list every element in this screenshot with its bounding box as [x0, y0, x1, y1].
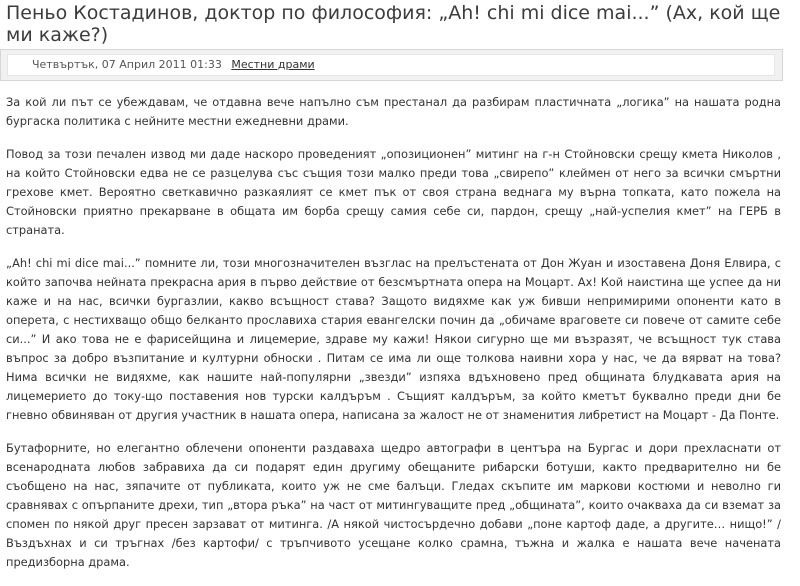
- article-meta: [7, 54, 775, 76]
- paragraph: За кой ли път се убеждавам, че отдавна вече напълно съм престанал да разбирам пластичната „логика” на нашата родна бургаска политика с нейните местни ежедневни драми.: [6, 95, 781, 128]
- article-date: Четвъртък, 07 Април 2011 01:33: [32, 58, 222, 71]
- paragraph: Бутафорните, но елегантно облечени опоненти раздаваха щедро автографи в центъра на Бургас и дори прехласнати от всенародната любов забравиха да си подарят един другиму обещаните рибарски ботуши, както предварително ни бе съобщено на нас, зяпачите от публиката, които уж не сме балъци. Гледах скъпите им маркови костюми и неволно ги сравнявах с опърпаните дрехи, тип „втора ръка” на част от митингуващите пред „общината”, които очакваха да си вземат за спомен по някой друг пресен зарзават от митинга. /А някой чистосърдечно добави „поне картоф даде, а другите… нищо!” / Въздъхнах и си тръгнах /без картофи/ с тръпчивото усещане колко срамна, тъжна и жалка е нашата вече начената предизборна драма.: [6, 441, 781, 569]
- article-title: Пеньо Костадинов, доктор по философия: „Ah! chi mi dice mai...” (Ах, кой ще ми каже?): [6, 2, 781, 46]
- paragraph: Повод за този печален извод ми даде наскоро проведеният „опозиционен” митинг на г-н Стойновски срещу кмета Николов , на който Стойновски едва не се разцелува със същия този малко преди това „свирепо” клеймен от него за всички смъртни грехове кмет. Вероятно светкавично разкаялият се кмет пък от своя страна веднага му върна топката, като пожела на Стойновски приятно прекарване в общата им борба срещу самия себе си, пардон, срещу „най-успелия кмет” на ГЕРБ в страната.: [6, 147, 781, 237]
- category-link[interactable]: Местни драми: [231, 58, 315, 71]
- paragraph: „Ah! chi mi dice mai...” помните ли, този многозначителен възглас на прелъстената от Дон Жуан и изоставена Доня Елвира, с който започва нейната прекрасна ария в първо действие от безсмъртната опера на Моцарт. Ах! Кой наистина ще успее да ни каже и на нас, всички бургазлии, какво всъщност става? Защото видяхме как уж бивши непримирими опоненти като в оперета, с нестихващо общо белканто прославиха стария евангелски почин да „обичаме враговете си повече от самите себе си...” И ако това не е фарисейщина и лицемерие, здраве му кажи! Някои сигурно ще ми възразят, че всъщност тук става въпрос за добро възпитание и културни обноски . Питам се има ли още толкова наивни хора у нас, че да вярват на това? Нима всички не видяхме, как нашите най-популярни „звезди” изпяха вдъхновено пред общината блудкавата ария на лицемерието до току-що поставения нов турски калдъръм . Същият калдъръм, за който кметът буквално преди дни бе гневно обвиняван от другия участник в нашата опера, написана за жалост не от знаменития либретист на Моцарт - Да Понте.: [6, 256, 781, 422]
- article-meta-bar: [0, 49, 783, 81]
- article-body: [6, 93, 781, 586]
